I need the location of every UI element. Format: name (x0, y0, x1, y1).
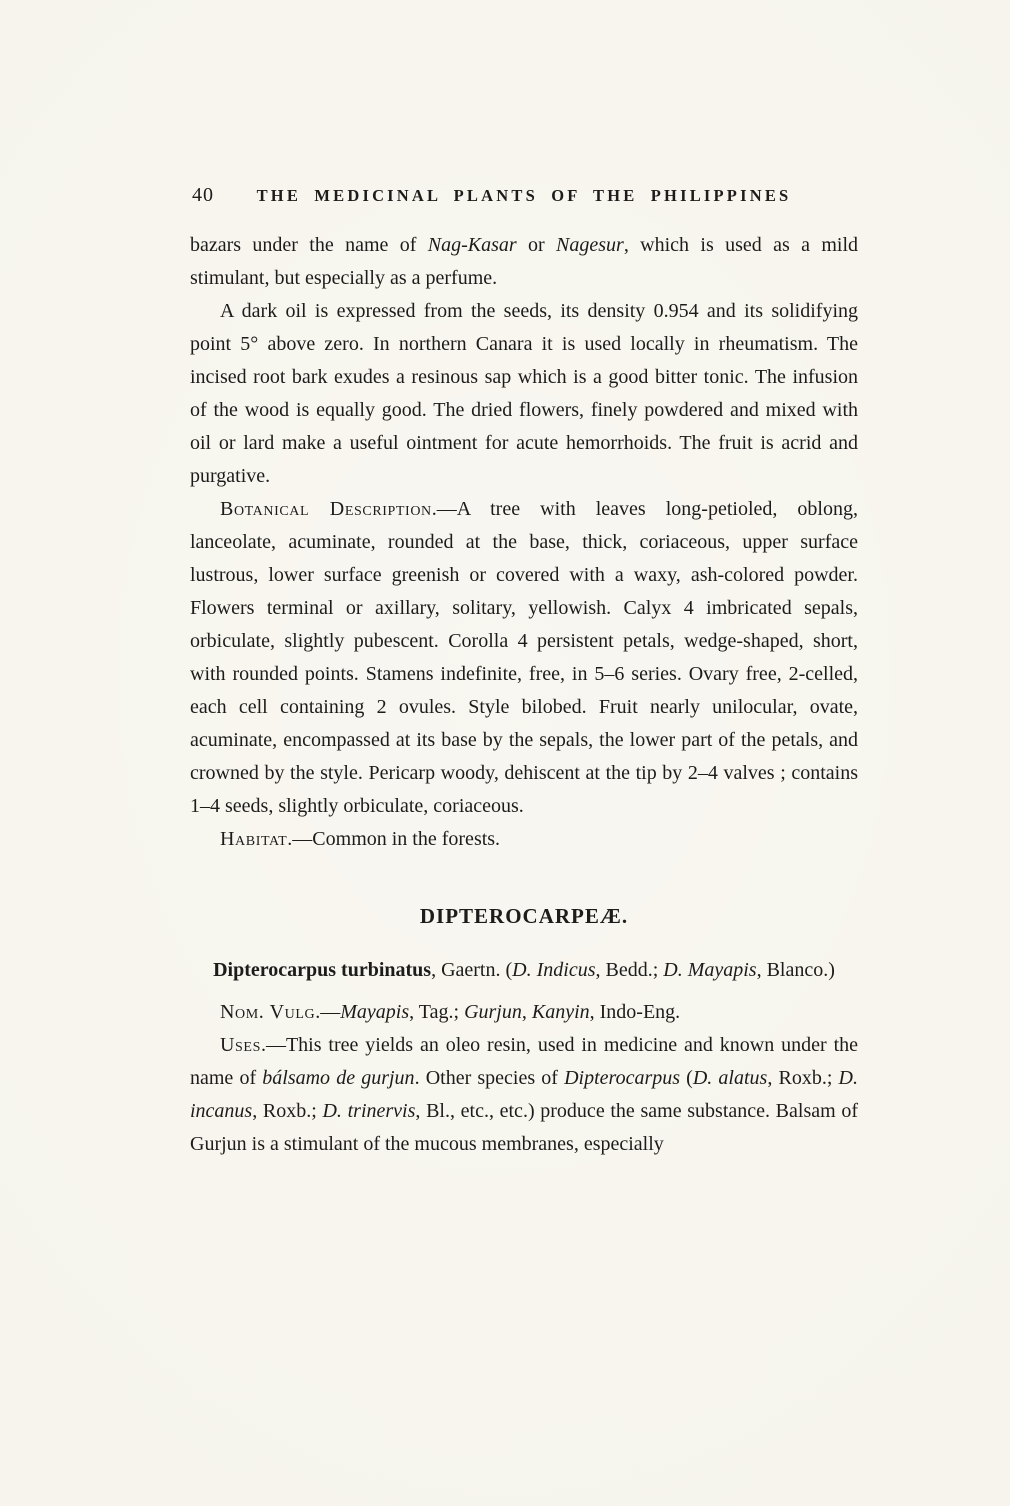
italic-text: Nag-Kasar (427, 234, 517, 256)
text-run: , Roxb.; (767, 1067, 839, 1089)
text-run: , Tag.; (409, 1001, 465, 1023)
text-run: .— (315, 1001, 341, 1023)
species-entry (190, 954, 858, 987)
page-number: 40 (192, 184, 214, 206)
smallcaps-text: Botanical Description (220, 498, 432, 520)
text-run: , which is used as a mild stimulant, but especially as a perfume. (190, 234, 858, 289)
page-header (190, 183, 858, 209)
paragraph-dark-oil (190, 295, 858, 493)
italic-text: bálsamo de gurjun (262, 1067, 415, 1089)
text-run: .—Common in the forests. (287, 828, 501, 850)
text-run: , Gaertn. ( (431, 959, 513, 981)
italic-text: Dipterocarpus (564, 1067, 681, 1089)
italic-text: D. incanus (190, 1067, 858, 1122)
section-heading-dipterocarpeae (190, 900, 858, 933)
text-run: . Other species of (414, 1067, 565, 1089)
paragraph-habitat (190, 823, 858, 856)
paragraph-nom-vulg (190, 996, 858, 1029)
text-run: .—A tree with leaves long-petioled, oblong, lanceolate, acuminate, rounded at the base, thick, coriaceous, upper surface lustrous, lower surface greenish or covered with a waxy, ash-colored powder. Flowers terminal or axillary, solitary, yellowish. Calyx 4 imbricated sepals, orbiculate, slightly pubescent. Corolla 4 persistent petals, wedge-shaped, short, with rounded points. Stamens indefinite, free, in 5–6 series. Ovary free, 2-celled, each cell containing 2 ovules. Style bilobed. Fruit nearly unilocular, ovate, acuminate, encompassed at its base by the sepals, the lower part of the petals, and crowned by the style. Pericarp woody, dehiscent at the tip by 2–4 valves ; contains 1–4 seeds, slightly orbiculate, coriaceous. (190, 498, 858, 817)
text-run: or (516, 234, 557, 256)
italic-text: Kanyin (531, 1001, 590, 1023)
smallcaps-text: Uses (220, 1034, 261, 1056)
running-title: THE MEDICINAL PLANTS OF THE PHILIPPINES (256, 186, 792, 205)
italic-text: Gurjun (464, 1001, 522, 1023)
smallcaps-text: Nom. Vulg (220, 1001, 316, 1023)
text-run: ( (680, 1067, 693, 1089)
italic-text: D. alatus (692, 1067, 768, 1089)
text-block (190, 229, 858, 1161)
bold-text: Dipterocarpus turbinatus (213, 959, 432, 981)
paragraph-continuation (190, 229, 858, 295)
text-run: , Roxb.; (252, 1100, 323, 1122)
paragraph-uses (190, 1029, 858, 1161)
text-run: A dark oil is expressed from the seeds, its density 0.954 and its solidifying point 5° above zero. In northern Canara it is used locally in rheumatism. The incised root bark exudes a resinous sap which is a good bitter tonic. The infusion of the wood is equally good. The dried flowers, finely powdered and mixed with oil or lard make a useful ointment for acute hemorrhoids. The fruit is acrid and purgative. (190, 300, 858, 487)
italic-text: D. Indicus (512, 959, 596, 981)
text-run: .—This tree yields an oleo resin, used in medicine and known under the name of (190, 1034, 858, 1089)
text-run: , Bl., etc., etc.) produce the same substance. Balsam of Gurjun is a stimulant of the mucous membranes, especially (190, 1100, 859, 1155)
paragraph-botanical-description (190, 493, 858, 823)
text-run: , Indo-Eng. (589, 1001, 681, 1023)
text-run: , Blanco.) (756, 959, 835, 981)
text-run: , (521, 1001, 532, 1023)
italic-text: Nagesur (556, 234, 624, 256)
text-run: , Bedd.; (595, 959, 664, 981)
italic-text: D. trinervis (322, 1100, 416, 1122)
italic-text: D. Mayapis (663, 959, 757, 981)
italic-text: Mayapis (340, 1001, 410, 1023)
smallcaps-text: Habitat (220, 828, 288, 850)
text-run: DIPTEROCARPEÆ. (419, 904, 629, 928)
text-run: bazars under the name of (190, 234, 428, 256)
